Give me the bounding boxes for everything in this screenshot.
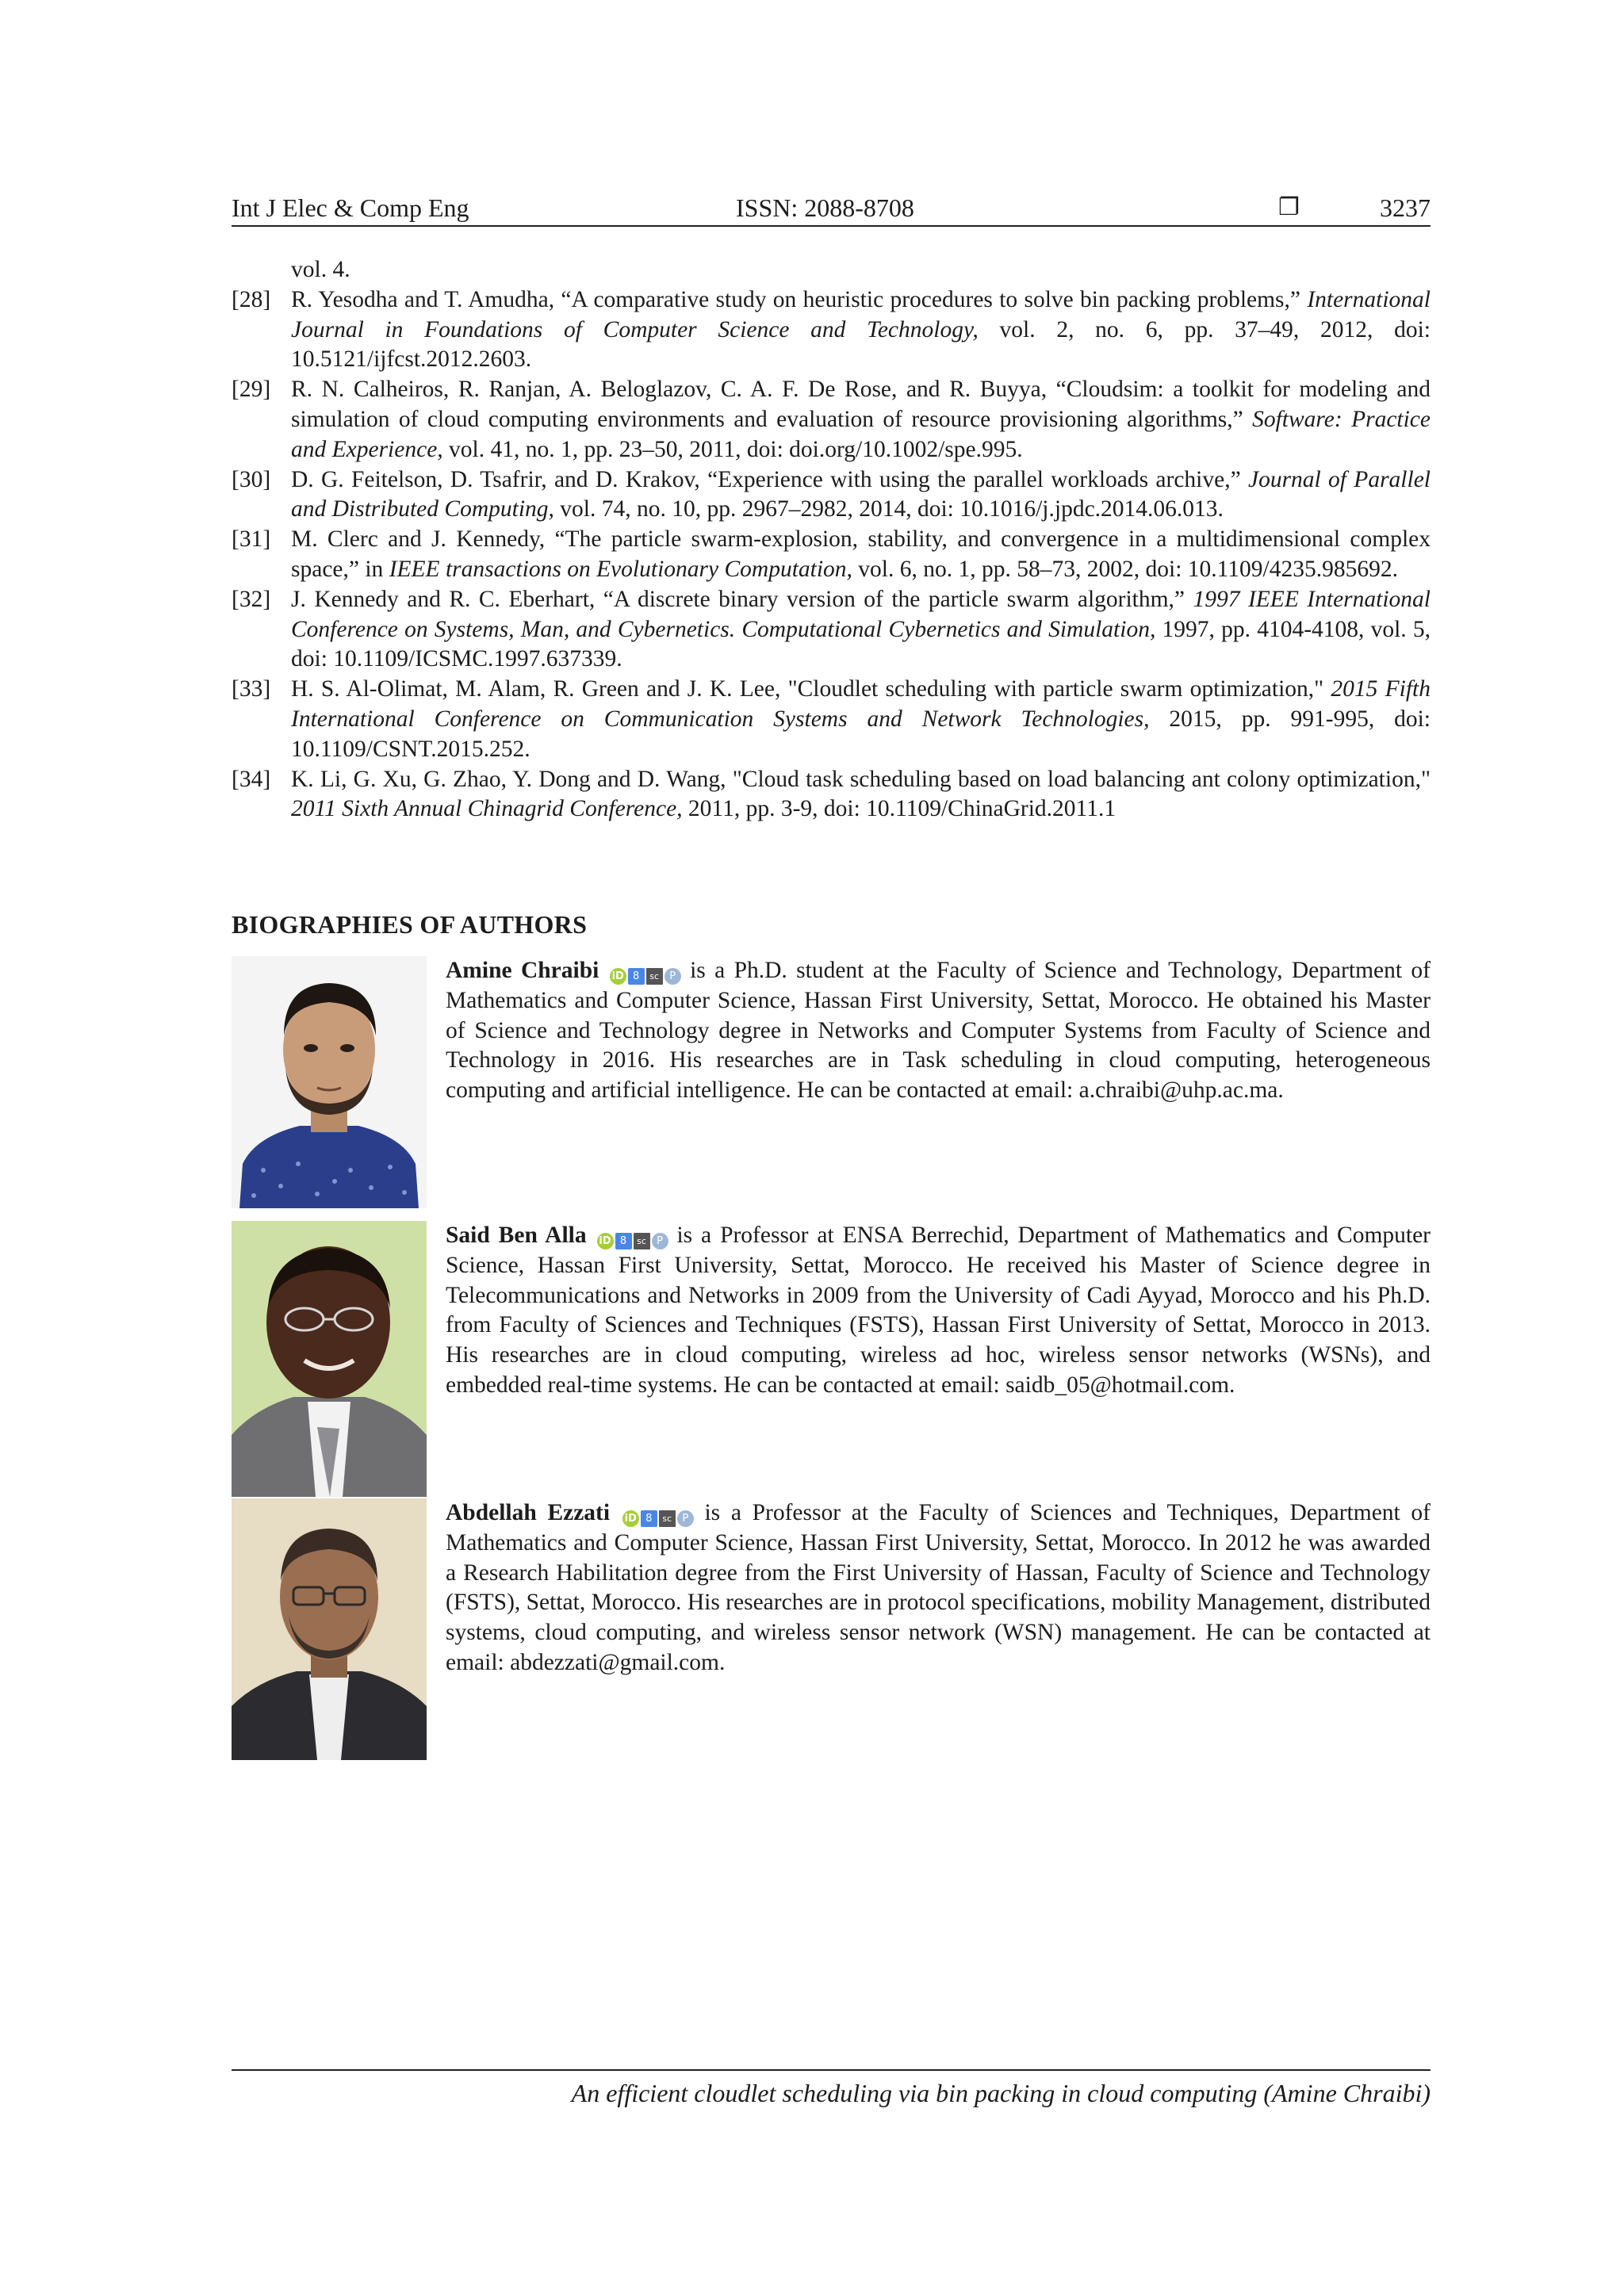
reference-entry — [232, 585, 1431, 675]
reference-details: vol. 41, no. 1, pp. 23–50, 2011, doi: doi.org/10.1002/spe.995. — [442, 436, 1023, 462]
issn: ISSN: 2088-8708 — [736, 193, 914, 222]
reference-number: [34] — [232, 766, 271, 792]
reference-entry — [232, 375, 1431, 465]
reference-text: vol. 4. — [291, 257, 350, 282]
reference-text: R. N. Calheiros, R. Ranjan, A. Beloglazov, C. A. F. De Rose, and R. Buyya, “Cloudsim: a toolkit for modeling and simulation of cloud computing environments and evaluation of resource provisioning algorithms,” — [291, 377, 1431, 432]
reference-list — [232, 255, 1431, 825]
google-scholar-icon[interactable]: 8 — [628, 968, 645, 985]
reference-text: M. Clerc and J. Kennedy, “The particle swarm-explosion, stability, and convergence in a multidimensional complex space,” in — [291, 526, 1431, 582]
reference-entry — [232, 525, 1431, 585]
reference-entry — [232, 255, 1431, 285]
box-icon: ❐ — [1278, 194, 1300, 220]
reference-venue: 2011 Sixth Annual Chinagrid Conference, — [291, 796, 683, 822]
author-description: is a Ph.D. student at the Faculty of Science and Technology, Department of Mathematics and Computer Science, Hassan First University, Settat, Morocco. He obtained his Master of Science and Technology degree in Networks and Computer Systems from Faculty of Science and Technology in 2016. His researches are in Task scheduling in cloud computing, heterogeneous computing and artificial intelligence. He can be contacted at email: a.chraibi@uhp.ac.ma. — [446, 958, 1431, 1104]
reference-details: 2011, pp. 3-9, doi: 10.1109/ChinaGrid.2011.1 — [682, 796, 1116, 822]
author-name: Said Ben Alla — [446, 1223, 587, 1248]
reference-venue: Journal of Parallel and Distributed Computing, — [291, 466, 1431, 522]
reference-entry — [232, 765, 1431, 825]
google-scholar-icon[interactable]: 8 — [615, 1233, 632, 1249]
reference-details: vol. 2, no. 6, pp. 37–49, 2012, doi: 10.5121/ijfcst.2012.2603. — [291, 316, 1431, 373]
author-bio-text — [446, 1221, 1431, 1401]
reference-details: 2015, pp. 991-995, doi: 10.1109/CSNT.2015.252. — [291, 706, 1431, 762]
reference-venue: International Journal in Foundations of Computer Science and Technology, — [291, 286, 1431, 342]
reference-details: 1997, pp. 4104-4108, vol. 5, doi: 10.1109/ICSMC.1997.637339. — [291, 616, 1431, 672]
author-bio-text — [446, 1498, 1431, 1678]
publons-icon[interactable]: P — [665, 968, 681, 985]
reference-details: vol. 74, no. 10, pp. 2967–2982, 2014, doi: 10.1016/j.jpdc.2014.06.013. — [553, 496, 1224, 522]
orcid-icon[interactable]: iD — [597, 1233, 614, 1249]
author-photo — [232, 956, 427, 1208]
orcid-icon[interactable]: iD — [622, 1510, 639, 1527]
reference-text: R. Yesodha and T. Amudha, “A comparative study on heuristic procedures to solve bin packing problems,” — [291, 286, 1308, 312]
publons-icon[interactable]: P — [652, 1233, 668, 1249]
author-photo — [232, 1221, 427, 1497]
reference-text: D. G. Feitelson, D. Tsafrir, and D. Krakov, “Experience with using the parallel workloads archive,” — [291, 466, 1248, 492]
author-bio-text — [446, 956, 1431, 1106]
reference-details: vol. 6, no. 1, pp. 58–73, 2002, doi: 10.1109/4235.985692. — [852, 556, 1398, 582]
author-description: is a Professor at ENSA Berrechid, Department of Mathematics and Computer Science, Hassan First University, Settat, Morocco. He received his Master of Science degree in Telecommunications and Networks in 2009 from the University of Cadi Ayyad, Morocco and his Ph.D. from Faculty of Sciences and Techniques (FSTS), Hassan First University of Settat, Morocco in 2013. His researches are in cloud computing, wireless ad hoc, wireless sensor networks (WSNs), and embedded real-time systems. He can be contacted at email: saidb_05@hotmail.com. — [446, 1223, 1431, 1398]
reference-entry — [232, 675, 1431, 764]
google-scholar-icon[interactable]: 8 — [641, 1510, 657, 1527]
reference-number: [29] — [232, 377, 271, 403]
scopus-icon[interactable]: sc — [634, 1233, 650, 1249]
author-name: Abdellah Ezzati — [446, 1500, 611, 1525]
reference-number: [32] — [232, 586, 271, 612]
page-number: 3237 — [1380, 193, 1431, 222]
journal-name: Int J Elec & Comp Eng — [232, 193, 469, 222]
orcid-icon[interactable]: iD — [610, 968, 626, 985]
scopus-icon[interactable]: sc — [659, 1510, 676, 1527]
reference-number: [33] — [232, 676, 271, 702]
reference-venue: IEEE transactions on Evolutionary Computation, — [389, 556, 852, 582]
author-name: Amine Chraibi — [446, 958, 599, 983]
author-photo — [232, 1498, 427, 1760]
publons-icon[interactable]: P — [677, 1510, 694, 1527]
reference-entry — [232, 465, 1431, 526]
reference-number: [31] — [232, 526, 271, 553]
reference-text: J. Kennedy and R. C. Eberhart, “A discrete binary version of the particle swarm algorithm,” — [291, 586, 1193, 612]
reference-entry — [232, 285, 1431, 375]
footer-divider — [232, 2069, 1431, 2071]
running-footer: An efficient cloudlet scheduling via bin packing in cloud computing (Amine Chraibi) — [571, 2079, 1431, 2107]
reference-venue: Software: Practice and Experience, — [291, 406, 1431, 462]
reference-number: [28] — [232, 286, 271, 312]
author-description: is a Professor at the Faculty of Sciences and Techniques, Department of Mathematics and Computer Science, Hassan First University, Settat, Morocco. In 2012 he was awarded a Research Habilitation degree from the First University of Hassan, Faculty of Science and Technology (FSTS), Settat, Morocco. His researches are in protocol specifications, mobility Management, distributed systems, cloud computing, and wireless sensor network (WSN) management. He can be contacted at email: abdezzati@gmail.com. — [446, 1500, 1431, 1675]
reference-text: H. S. Al-Olimat, M. Alam, R. Green and J. K. Lee, "Cloudlet scheduling with particle swarm optimization," — [291, 676, 1331, 702]
reference-venue: 2015 Fifth International Conference on Communication Systems and Network Technologies, — [291, 676, 1431, 732]
scopus-icon[interactable]: sc — [646, 968, 663, 985]
reference-number: [30] — [232, 466, 271, 492]
reference-venue: 1997 IEEE International Conference on Systems, Man, and Cybernetics. Computational Cybernetics and Simulation, — [291, 586, 1431, 642]
section-heading: BIOGRAPHIES OF AUTHORS — [232, 910, 588, 939]
reference-text: K. Li, G. Xu, G. Zhao, Y. Dong and D. Wang, "Cloud task scheduling based on load balancing ant colony optimization," — [291, 766, 1431, 792]
running-header — [232, 190, 1431, 227]
